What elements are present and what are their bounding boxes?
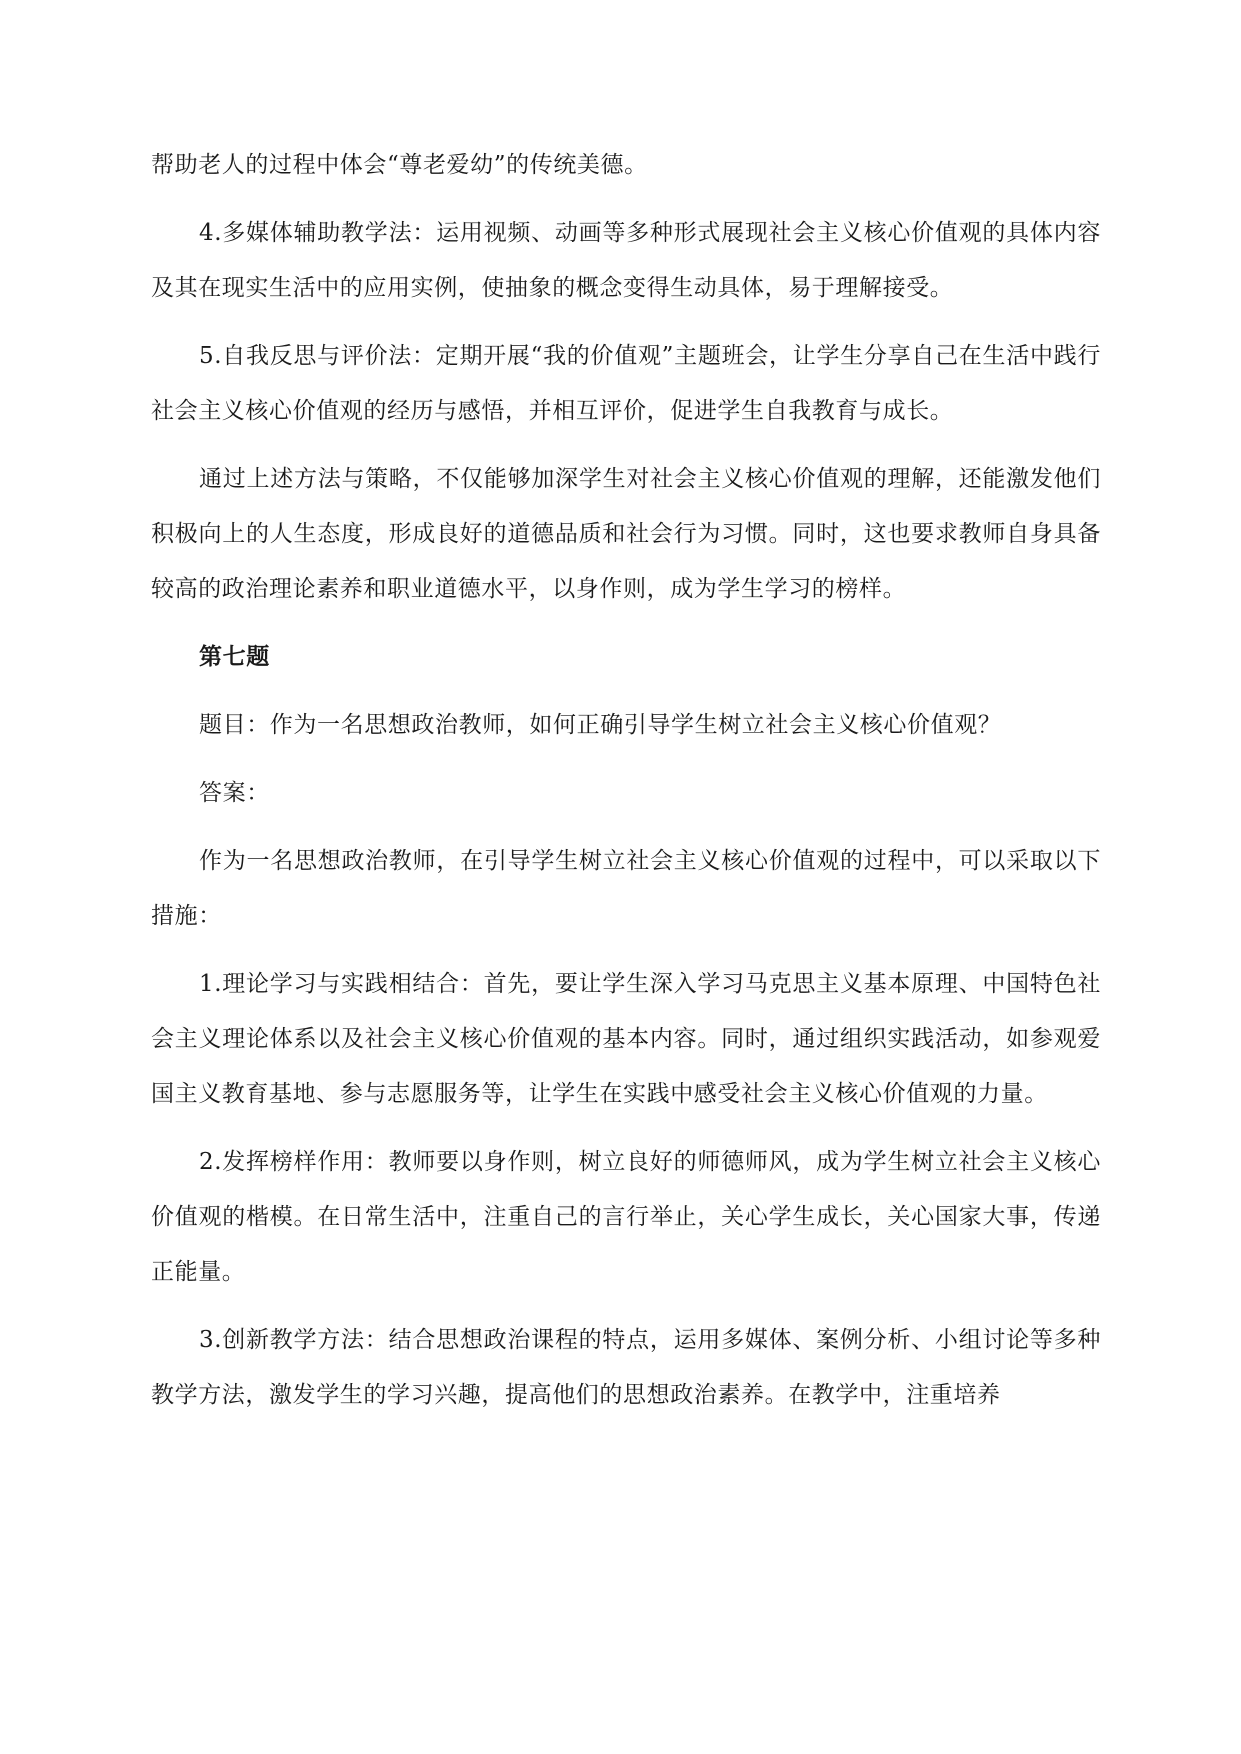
paragraph-summary: 通过上述方法与策略，不仅能够加深学生对社会主义核心价值观的理解，还能激发他们积极向上的人生态度，形成良好的道德品质和社会行为习惯。同时，这也要求教师自身具备较高的政治理论素养和职业道德水平，以身作则，成为学生学习的榜样。 — [151, 466, 1101, 602]
answer-point-1: 1.理论学习与实践相结合：首先，要让学生深入学习马克思主义基本原理、中国特色社会主义理论体系以及社会主义核心价值观的基本内容。同时，通过组织实践活动，如参观爱国主义教育基地、参与志愿服务等，让学生在实践中感受社会主义核心价值观的力量。 — [151, 971, 1101, 1107]
paragraph-method-4: 4.多媒体辅助教学法：运用视频、动画等多种形式展现社会主义核心价值观的具体内容及其在现实生活中的应用实例，使抽象的概念变得生动具体，易于理解接受。 — [151, 220, 1101, 301]
answer-point-2: 2.发挥榜样作用：教师要以身作则，树立良好的师德师风，成为学生树立社会主义核心价值观的楷模。在日常生活中，注重自己的言行举止，关心学生成长，关心国家大事，传递正能量。 — [151, 1149, 1101, 1285]
paragraph-continuation: 帮助老人的过程中体会“尊老爱幼”的传统美德。 — [151, 152, 648, 178]
answer-label: 答案： — [199, 780, 270, 806]
section-heading: 第七题 — [199, 644, 270, 670]
document-body — [151, 138, 1101, 1436]
answer-intro: 作为一名思想政治教师，在引导学生树立社会主义核心价值观的过程中，可以采取以下措施： — [151, 848, 1101, 929]
paragraph-method-5: 5.自我反思与评价法：定期开展“我的价值观”主题班会，让学生分享自己在生活中践行社会主义核心价值观的经历与感悟，并相互评价，促进学生自我教育与成长。 — [151, 343, 1101, 424]
question-text: 题目：作为一名思想政治教师，如何正确引导学生树立社会主义核心价值观？ — [199, 712, 1002, 738]
answer-point-3: 3.创新教学方法：结合思想政治课程的特点，运用多媒体、案例分析、小组讨论等多种教学方法，激发学生的学习兴趣，提高他们的思想政治素养。在教学中，注重培养 — [151, 1327, 1101, 1408]
